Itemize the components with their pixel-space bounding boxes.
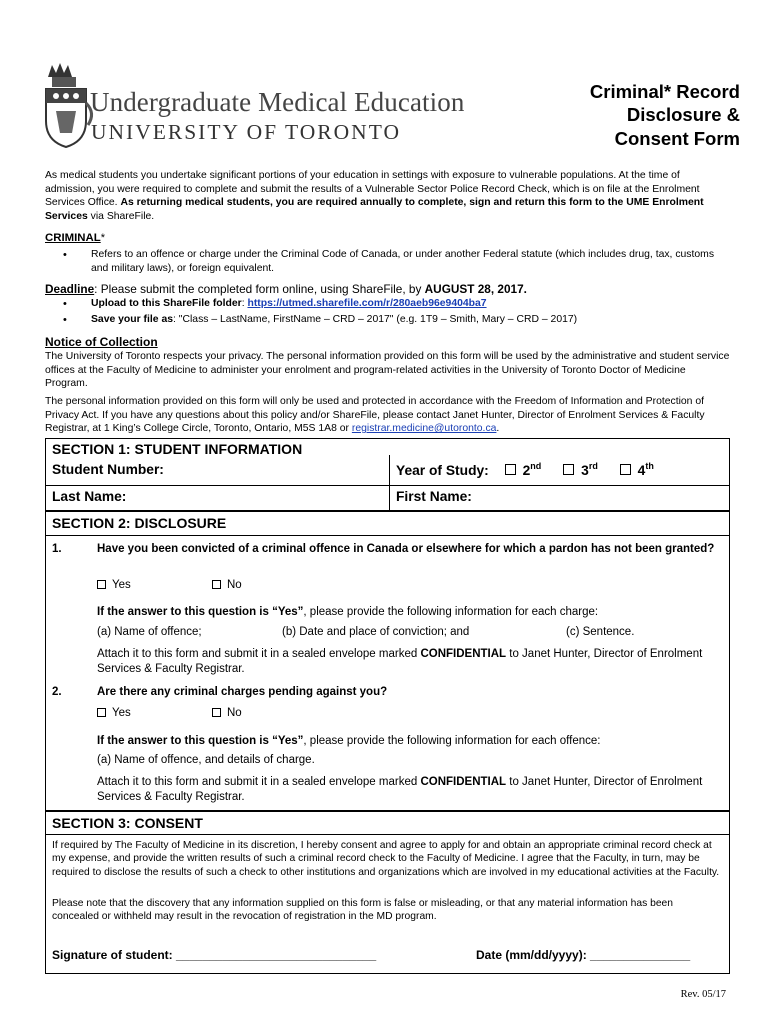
- first-name-field[interactable]: First Name:: [396, 489, 472, 504]
- deadline-line: Deadline: Please submit the completed form online, using ShareFile, by AUGUST 28, 2017.: [45, 282, 527, 296]
- q2-instruction: If the answer to this question is “Yes”, please provide the following information for each offence:: [97, 735, 601, 747]
- form-title: Criminal* Record Disclosure & Consent Form: [589, 81, 740, 149]
- upload-line: Upload to this ShareFile folder: https://utmed.sharefile.com/r/280aeb96e9404ba7: [91, 298, 487, 309]
- q1-item-a: (a) Name of offence;: [97, 626, 202, 638]
- question-1-number: 1.: [52, 543, 62, 555]
- year-3-checkbox[interactable]: 3rd: [563, 463, 598, 478]
- sharefile-link[interactable]: https://utmed.sharefile.com/r/280aeb96e9404ba7: [247, 298, 487, 309]
- section1-row-divider: [45, 485, 730, 486]
- q1-instruction: If the answer to this question is “Yes”, please provide the following information for each charge:: [97, 606, 599, 618]
- q2-no-checkbox[interactable]: No: [212, 706, 242, 721]
- consent-paragraph-2: Please note that the discovery that any information supplied on this form is false or misleading, or that any material information has been concealed or withheld may result in the revocation of registration in the MD program.: [52, 898, 674, 923]
- collection-paragraph-2: The personal information provided on this form will only be used and protected in accordance with the Freedom of Information and Protection of Privacy Act. If you have any questions about this policy and/or ShareFile, please contact Janet Hunter, Director of Enrolment Services & Faculty Registrar, at 1 King’s College Circle, Toronto, Ontario, M5S 1A8 or registrar.medicine@utoronto.ca.: [45, 396, 705, 435]
- q1-item-b: (b) Date and place of conviction; and: [282, 626, 470, 638]
- last-name-field[interactable]: Last Name:: [52, 489, 127, 504]
- year-4-checkbox[interactable]: 4th: [620, 463, 654, 478]
- bullet-icon: •: [63, 249, 67, 261]
- registrar-email-link[interactable]: registrar.medicine@utoronto.ca: [351, 423, 497, 435]
- q2-attach-note: Attach it to this form and submit it in a sealed envelope marked CONFIDENTIAL to Janet Hunter, Director of Enrolment Services & Faculty Registrar.: [97, 776, 703, 804]
- q2-yes-checkbox[interactable]: Yes: [97, 706, 131, 721]
- section2-heading: SECTION 2: DISCLOSURE: [52, 515, 227, 531]
- q1-attach-note: Attach it to this form and submit it in a sealed envelope marked CONFIDENTIAL to Janet Hunter, Director of Enrolment Services & Faculty Registrar.: [97, 648, 703, 676]
- consent-paragraph-1: If required by The Faculty of Medicine in its discretion, I hereby consent and agree to apply for and obtain an appropriate criminal record check at my expense, and provide the written results of such a criminal record check to the Faculty of Medicine. I agree that the Faculty, in turn, may be required to disclose the results of such a check to other institutions and organizations which are involved in my educational activities at the Faculty.: [52, 840, 720, 878]
- save-as-line: Save your file as: "Class – LastName, FirstName – CRD – 2017" (e.g. 1T9 – Smith, Mary – CRD – 2017): [91, 314, 578, 325]
- year-2-checkbox[interactable]: 2nd: [505, 463, 542, 478]
- criminal-heading: CRIMINAL*: [45, 232, 105, 244]
- year-of-study-field: Year of Study: 2nd 3rd 4th: [396, 461, 654, 478]
- q1-no-checkbox[interactable]: No: [212, 578, 242, 593]
- date-field[interactable]: Date (mm/dd/yyyy): _______________: [476, 948, 691, 962]
- question-1: Have you been convicted of a criminal offence in Canada or elsewhere for which a pardon has not been granted?: [97, 543, 715, 555]
- question-2-number: 2.: [52, 686, 62, 698]
- question-2: Are there any criminal charges pending against you?: [97, 686, 388, 698]
- collection-paragraph-1: The University of Toronto respects your privacy. The personal information provided on this form will be used by the administrative and student service offices at the Faculty of Medicine to administer your enrolment and program-related activities in the University of Toronto Doctor of Medicine Program.: [45, 351, 730, 390]
- collection-heading: Notice of Collection: [45, 335, 158, 349]
- criminal-definition: Refers to an offence or charge under the Criminal Code of Canada, or under another Federal statute (which includes drug, tax, customs and military laws), or foreign equivalent.: [91, 249, 715, 274]
- intro-paragraph: As medical students you undertake significant portions of your education in settings with exposure to vulnerable populations. At the time of admission, you were required to complete and submit the results of a Vulnerable Sector Police Record Check, which is on file at the Enrolment Services Office. As returning medical students, you are required annually to complete, sign and return this form to the UME Enrolment Services via ShareFile.: [45, 170, 704, 222]
- bullet-icon: •: [63, 314, 67, 326]
- signature-field[interactable]: Signature of student: ______________________________: [52, 948, 377, 962]
- bullet-icon: •: [63, 298, 67, 310]
- university-logo: [42, 63, 465, 149]
- q2-item-a: (a) Name of offence, and details of charge.: [97, 754, 315, 766]
- q1-item-c: (c) Sentence.: [566, 626, 635, 638]
- section3-heading: SECTION 3: CONSENT: [52, 815, 203, 831]
- section1-heading: SECTION 1: STUDENT INFORMATION: [52, 441, 303, 457]
- revision-label: Rev. 05/17: [680, 989, 726, 1000]
- logo-line2: UNIVERSITY OF TORONTO: [91, 120, 401, 144]
- q1-yes-checkbox[interactable]: Yes: [97, 578, 131, 593]
- section1-col-divider: [389, 455, 390, 511]
- logo-line1: Undergraduate Medical Education: [90, 87, 465, 117]
- student-number-field[interactable]: Student Number:: [52, 462, 164, 477]
